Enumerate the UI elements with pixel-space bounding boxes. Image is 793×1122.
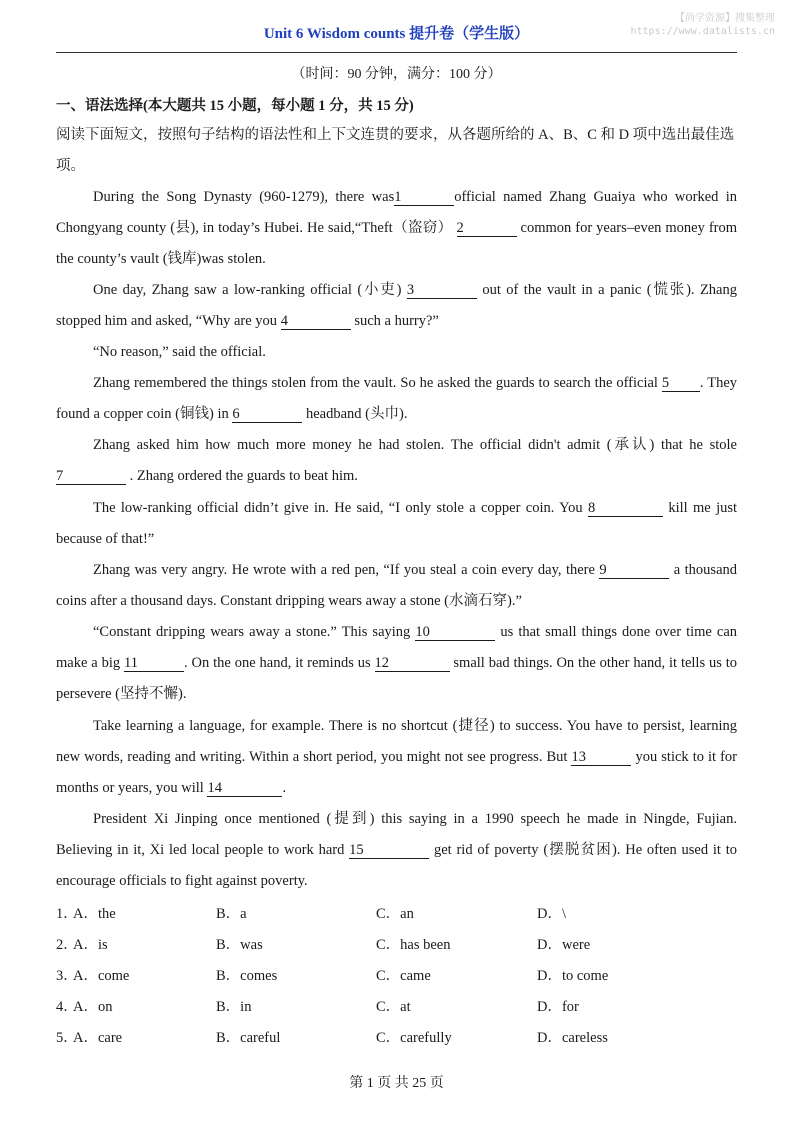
watermark (631, 12, 776, 38)
option-row-5 (56, 1021, 737, 1052)
blank-1: 1 (394, 190, 454, 206)
option-a[interactable]: A．come (73, 968, 130, 984)
option-a[interactable]: A．on (73, 999, 113, 1015)
option-b[interactable]: B．careful (216, 1030, 281, 1046)
answer-options (56, 897, 737, 1052)
question-number: 2． (56, 937, 78, 953)
blank-12: 12 (375, 656, 450, 672)
page-title: Unit 6 Wisdom counts 提升卷（学生版） (263, 26, 530, 42)
blank-2: 2 (457, 221, 517, 237)
option-c[interactable]: C．an (376, 906, 414, 922)
blank-13: 13 (571, 750, 631, 766)
option-row-4 (56, 990, 737, 1021)
question-number: 1． (56, 906, 78, 922)
option-d[interactable]: D．\ (537, 906, 566, 922)
watermark-line2: https://www.datalists.cn (630, 26, 775, 37)
passage-paragraph-4: Zhang remembered the things stolen from the vault. So he asked the guards to search the official 5 . They found a copper coin (铜钱) in 6 headband (头巾). (56, 375, 738, 422)
passage-paragraph-9: Take learning a language, for example. There is no shortcut (捷径) to success. You have to persist, learning new words, reading and writing. Within a short period, you might not see progress. But 13 you stick to it for months or years, you will 14 . (56, 718, 737, 796)
option-b[interactable]: B．was (216, 937, 263, 953)
header-divider (56, 52, 737, 53)
passage-paragraph-5: Zhang asked him how much more money he had stolen. The official didn't admit (承认) that he stole 7 . Zhang ordered the guards to beat him. (56, 437, 737, 484)
option-d[interactable]: D．careless (537, 1030, 608, 1046)
option-c[interactable]: C．came (376, 968, 431, 984)
blank-11: 11 (124, 656, 184, 672)
option-a[interactable]: A．is (73, 937, 108, 953)
passage-paragraph-3: “No reason,” said the official. (93, 344, 266, 360)
option-b[interactable]: B．in (216, 999, 252, 1015)
option-c[interactable]: C．has been (376, 937, 451, 953)
blank-14: 14 (207, 781, 282, 797)
question-number: 5． (56, 1030, 78, 1046)
option-d[interactable]: D．to come (537, 968, 609, 984)
watermark-line1: 【尚学资源】搜集整理 (675, 13, 775, 24)
blank-15: 15 (349, 843, 429, 859)
section-heading: 一、语法选择(本大题共 15 小题，每小题 1 分，共 15 分) (56, 98, 414, 114)
passage-paragraph-7: Zhang was very angry. He wrote with a red pen, “If you steal a coin every day, there 9 a thousand coins after a thousand days. Constant dripping wears away a stone (水滴石穿).” (56, 562, 738, 609)
option-a[interactable]: A．the (73, 906, 116, 922)
option-row-3 (56, 959, 737, 990)
option-b[interactable]: B．comes (216, 968, 278, 984)
option-c[interactable]: C．at (376, 999, 411, 1015)
blank-10: 10 (415, 625, 495, 641)
option-row-1 (56, 897, 737, 928)
passage-paragraph-6: The low-ranking official didn’t give in. He said, “I only stole a copper coin. You 8 kill me just because of that!” (56, 500, 738, 547)
page-number: 第 1 页 共 25 页 (349, 1076, 444, 1091)
option-d[interactable]: D．for (537, 999, 579, 1015)
blank-7: 7 (56, 469, 126, 485)
option-b[interactable]: B．a (216, 906, 247, 922)
question-number: 4． (56, 999, 78, 1015)
option-row-2 (56, 928, 737, 959)
passage-paragraph-8: “Constant dripping wears away a stone.” This saying 10 us that small things done over time can make a big 11 . On the one hand, it reminds us 12 small bad things. On the other hand, it tells us to persevere (坚持不懈). (56, 624, 738, 702)
blank-4: 4 (281, 314, 351, 330)
question-number: 3． (56, 968, 78, 984)
option-c[interactable]: C．carefully (376, 1030, 452, 1046)
instructions: 阅读下面短文，按照句子结构的语法性和上下文连贯的要求，从各题所给的 A、B、C 和 D 项中选出最佳选项。 (56, 127, 735, 174)
blank-5: 5 (662, 376, 700, 392)
blank-8: 8 (588, 501, 663, 517)
passage-paragraph-10: President Xi Jinping once mentioned (提到) this saying in a 1990 speech he made in Ningde, Fujian. Believing in it, Xi led local people to work hard 15 get rid of poverty (摆脱贫困). He often used it to encourage officials to fight against poverty. (56, 811, 738, 889)
passage-paragraph-2: One day, Zhang saw a low-ranking official (小吏) 3 out of the vault in a panic (慌张). Zhang stopped him and asked, “Why are you 4 such a hurry?” (56, 282, 737, 329)
blank-9: 9 (599, 563, 669, 579)
blank-6: 6 (232, 407, 302, 423)
exam-info: （时间：90 分钟，满分：100 分） (291, 67, 502, 82)
option-d[interactable]: D．were (537, 937, 591, 953)
passage-paragraph-1: During the Song Dynasty (960-1279), there was1 official named Zhang Guaiya who worked in Chongyang county (县), in today’s Hubei. He said,“Theft（盗窃） 2 common for years–even money from the county’s vault (钱库)was stolen. (56, 189, 738, 267)
blank-3: 3 (407, 283, 477, 299)
option-a[interactable]: A．care (73, 1030, 123, 1046)
